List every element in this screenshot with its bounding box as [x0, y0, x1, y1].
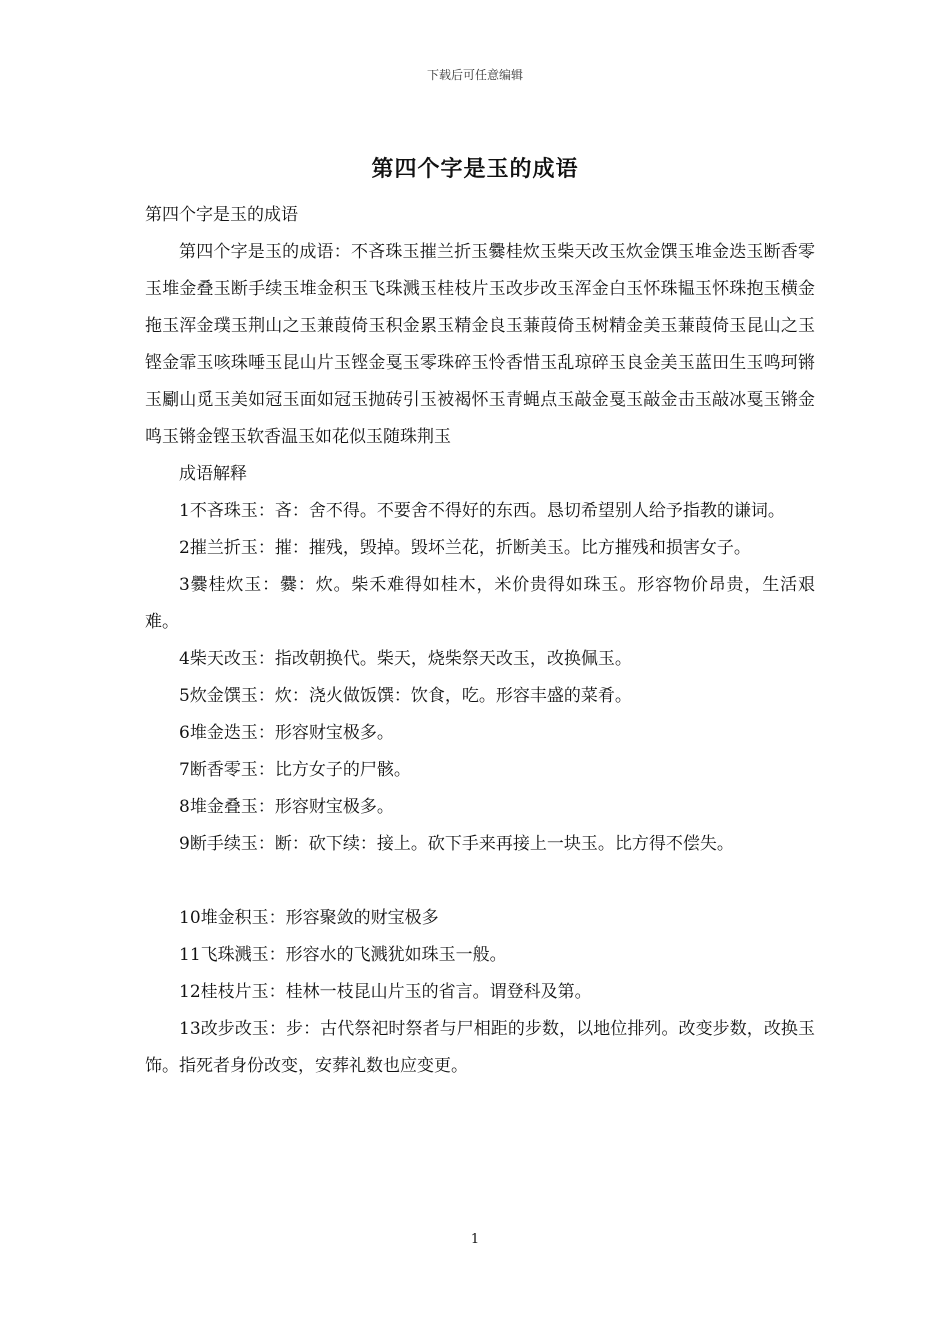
entry-paragraph: 13改步改玉：步：古代祭祀时祭者与尸相距的步数，以地位排列。改变步数，改换玉饰。指死者身份改变，安葬礼数也应变更。 — [145, 1019, 815, 1076]
entry-paragraph: 7断香零玉：比方女子的尸骸。 — [179, 760, 411, 780]
subtitle: 第四个字是玉的成语 — [145, 205, 298, 225]
page-header: 下载后可任意编辑 — [426, 68, 523, 82]
entry-paragraph: 3爨桂炊玉：爨：炊。柴禾难得如桂木，米价贵得如珠玉。形容物价昂贵，生活艰难。 — [145, 575, 815, 632]
intro-paragraph: 第四个字是玉的成语：不吝珠玉摧兰折玉爨桂炊玉柴天改玉炊金馔玉堆金迭玉断香零玉堆金叠玉断手续玉堆金积玉飞珠溅玉桂枝片玉改步改玉浑金白玉怀珠韫玉怀珠抱玉横金拖玉浑金璞玉荆山之玉兼葭倚玉积金累玉精金良玉蒹葭倚玉树精金美玉蒹葭倚玉昆山之玉铿金霏玉咳珠唾玉昆山片玉铿金戛玉零珠碎玉怜香惜玉乱琼碎玉良金美玉蓝田生玉鸣珂锵玉劚山觅玉美如冠玉面如冠玉抛砖引玉被褐怀玉青蝇点玉敲金戛玉敲金击玉敲冰戛玉锵金鸣玉锵金铿玉软香温玉如花似玉随珠荆玉 — [145, 242, 815, 447]
entry-paragraph: 2摧兰折玉：摧：摧残，毁掉。毁坏兰花，折断美玉。比方摧残和损害女子。 — [179, 538, 751, 558]
entry-paragraph: 6堆金迭玉：形容财宝极多。 — [179, 723, 394, 743]
entry-paragraph: 5炊金馔玉：炊：浇火做饭馔：饮食，吃。形容丰盛的菜肴。 — [179, 686, 632, 706]
section-heading: 成语解释 — [179, 464, 247, 484]
document-body — [145, 197, 815, 1085]
entry-paragraph: 1不吝珠玉：吝：舍不得。不要舍不得好的东西。恳切希望别人给予指教的谦词。 — [179, 501, 785, 521]
entry-paragraph: 10堆金积玉：形容聚敛的财宝极多 — [179, 908, 439, 928]
page-title: 第四个字是玉的成语 — [371, 156, 579, 182]
entry-paragraph: 8堆金叠玉：形容财宝极多。 — [179, 797, 394, 817]
entry-paragraph: 12桂枝片玉：桂林一枝昆山片玉的省言。谓登科及第。 — [179, 982, 592, 1002]
entry-paragraph: 11飞珠溅玉：形容水的飞溅犹如珠玉一般。 — [179, 945, 507, 965]
entry-paragraph: 4柴天改玉：指改朝换代。柴天，烧柴祭天改玉，改换佩玉。 — [179, 649, 632, 669]
blank-line — [145, 863, 815, 900]
page-number: 1 — [470, 1232, 480, 1247]
entry-paragraph: 9断手续玉：断：砍下续：接上。砍下手来再接上一块玉。比方得不偿失。 — [179, 834, 734, 854]
